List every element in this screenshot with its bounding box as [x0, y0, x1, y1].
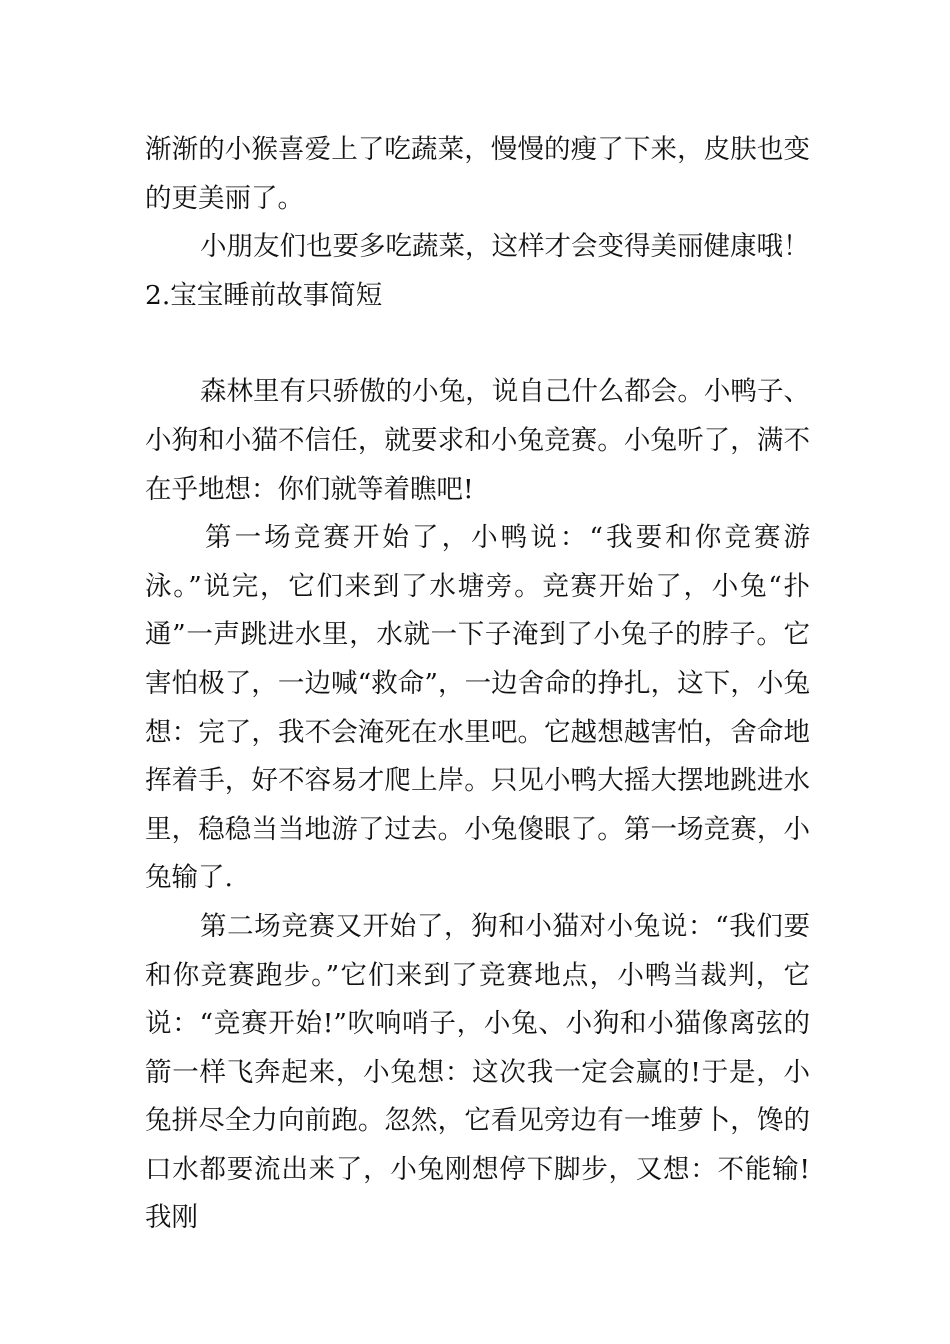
paragraph-continuation: 渐渐的小猴喜爱上了吃蔬菜，慢慢的瘦了下来，皮肤也变的更美丽了。: [145, 134, 810, 214]
paragraph-conclusion: 小朋友们也要多吃蔬菜，这样才会变得美丽健康哦！: [200, 231, 810, 263]
document-body: [145, 126, 810, 1243]
blank-line: [145, 320, 810, 368]
section-heading: 2.宝宝睡前故事简短: [145, 279, 383, 311]
paragraph-first-race: 第一场竞赛开始了，小鸭说：“我要和你竞赛游泳。”说完，它们来到了水塘旁。竞赛开始了，小兔“扑通”一声跳进水里，水就一下子淹到了小兔子的脖子。它害怕极了，一边喊“救命”，一边舍命的挣扎，这下，小兔想：完了，我不会淹死在水里吧。它越想越害怕，舍命地挥着手，好不容易才爬上岸。只见小鸭大摇大摆地跳进水里，稳稳当当地游了过去。小兔傻眼了。第一场竞赛，小兔输了.: [145, 522, 810, 894]
paragraph-second-race: 第二场竞赛又开始了，狗和小猫对小兔说：“我们要和你竞赛跑步。”它们来到了竞赛地点，小鸭当裁判，它说：“竞赛开始!”吹响哨子，小兔、小狗和小猫像离弦的箭一样飞奔起来，小兔想：这次我一定会赢的!于是，小兔拼尽全力向前跑。忽然，它看见旁边有一堆萝卜，馋的口水都要流出来了，小兔刚想停下脚步，又想：不能输!我刚: [145, 910, 810, 1234]
paragraph-story-intro: 森林里有只骄傲的小兔，说自己什么都会。小鸭子、小狗和小猫不信任，就要求和小兔竞赛。小兔听了，满不在乎地想：你们就等着瞧吧!: [145, 376, 810, 505]
